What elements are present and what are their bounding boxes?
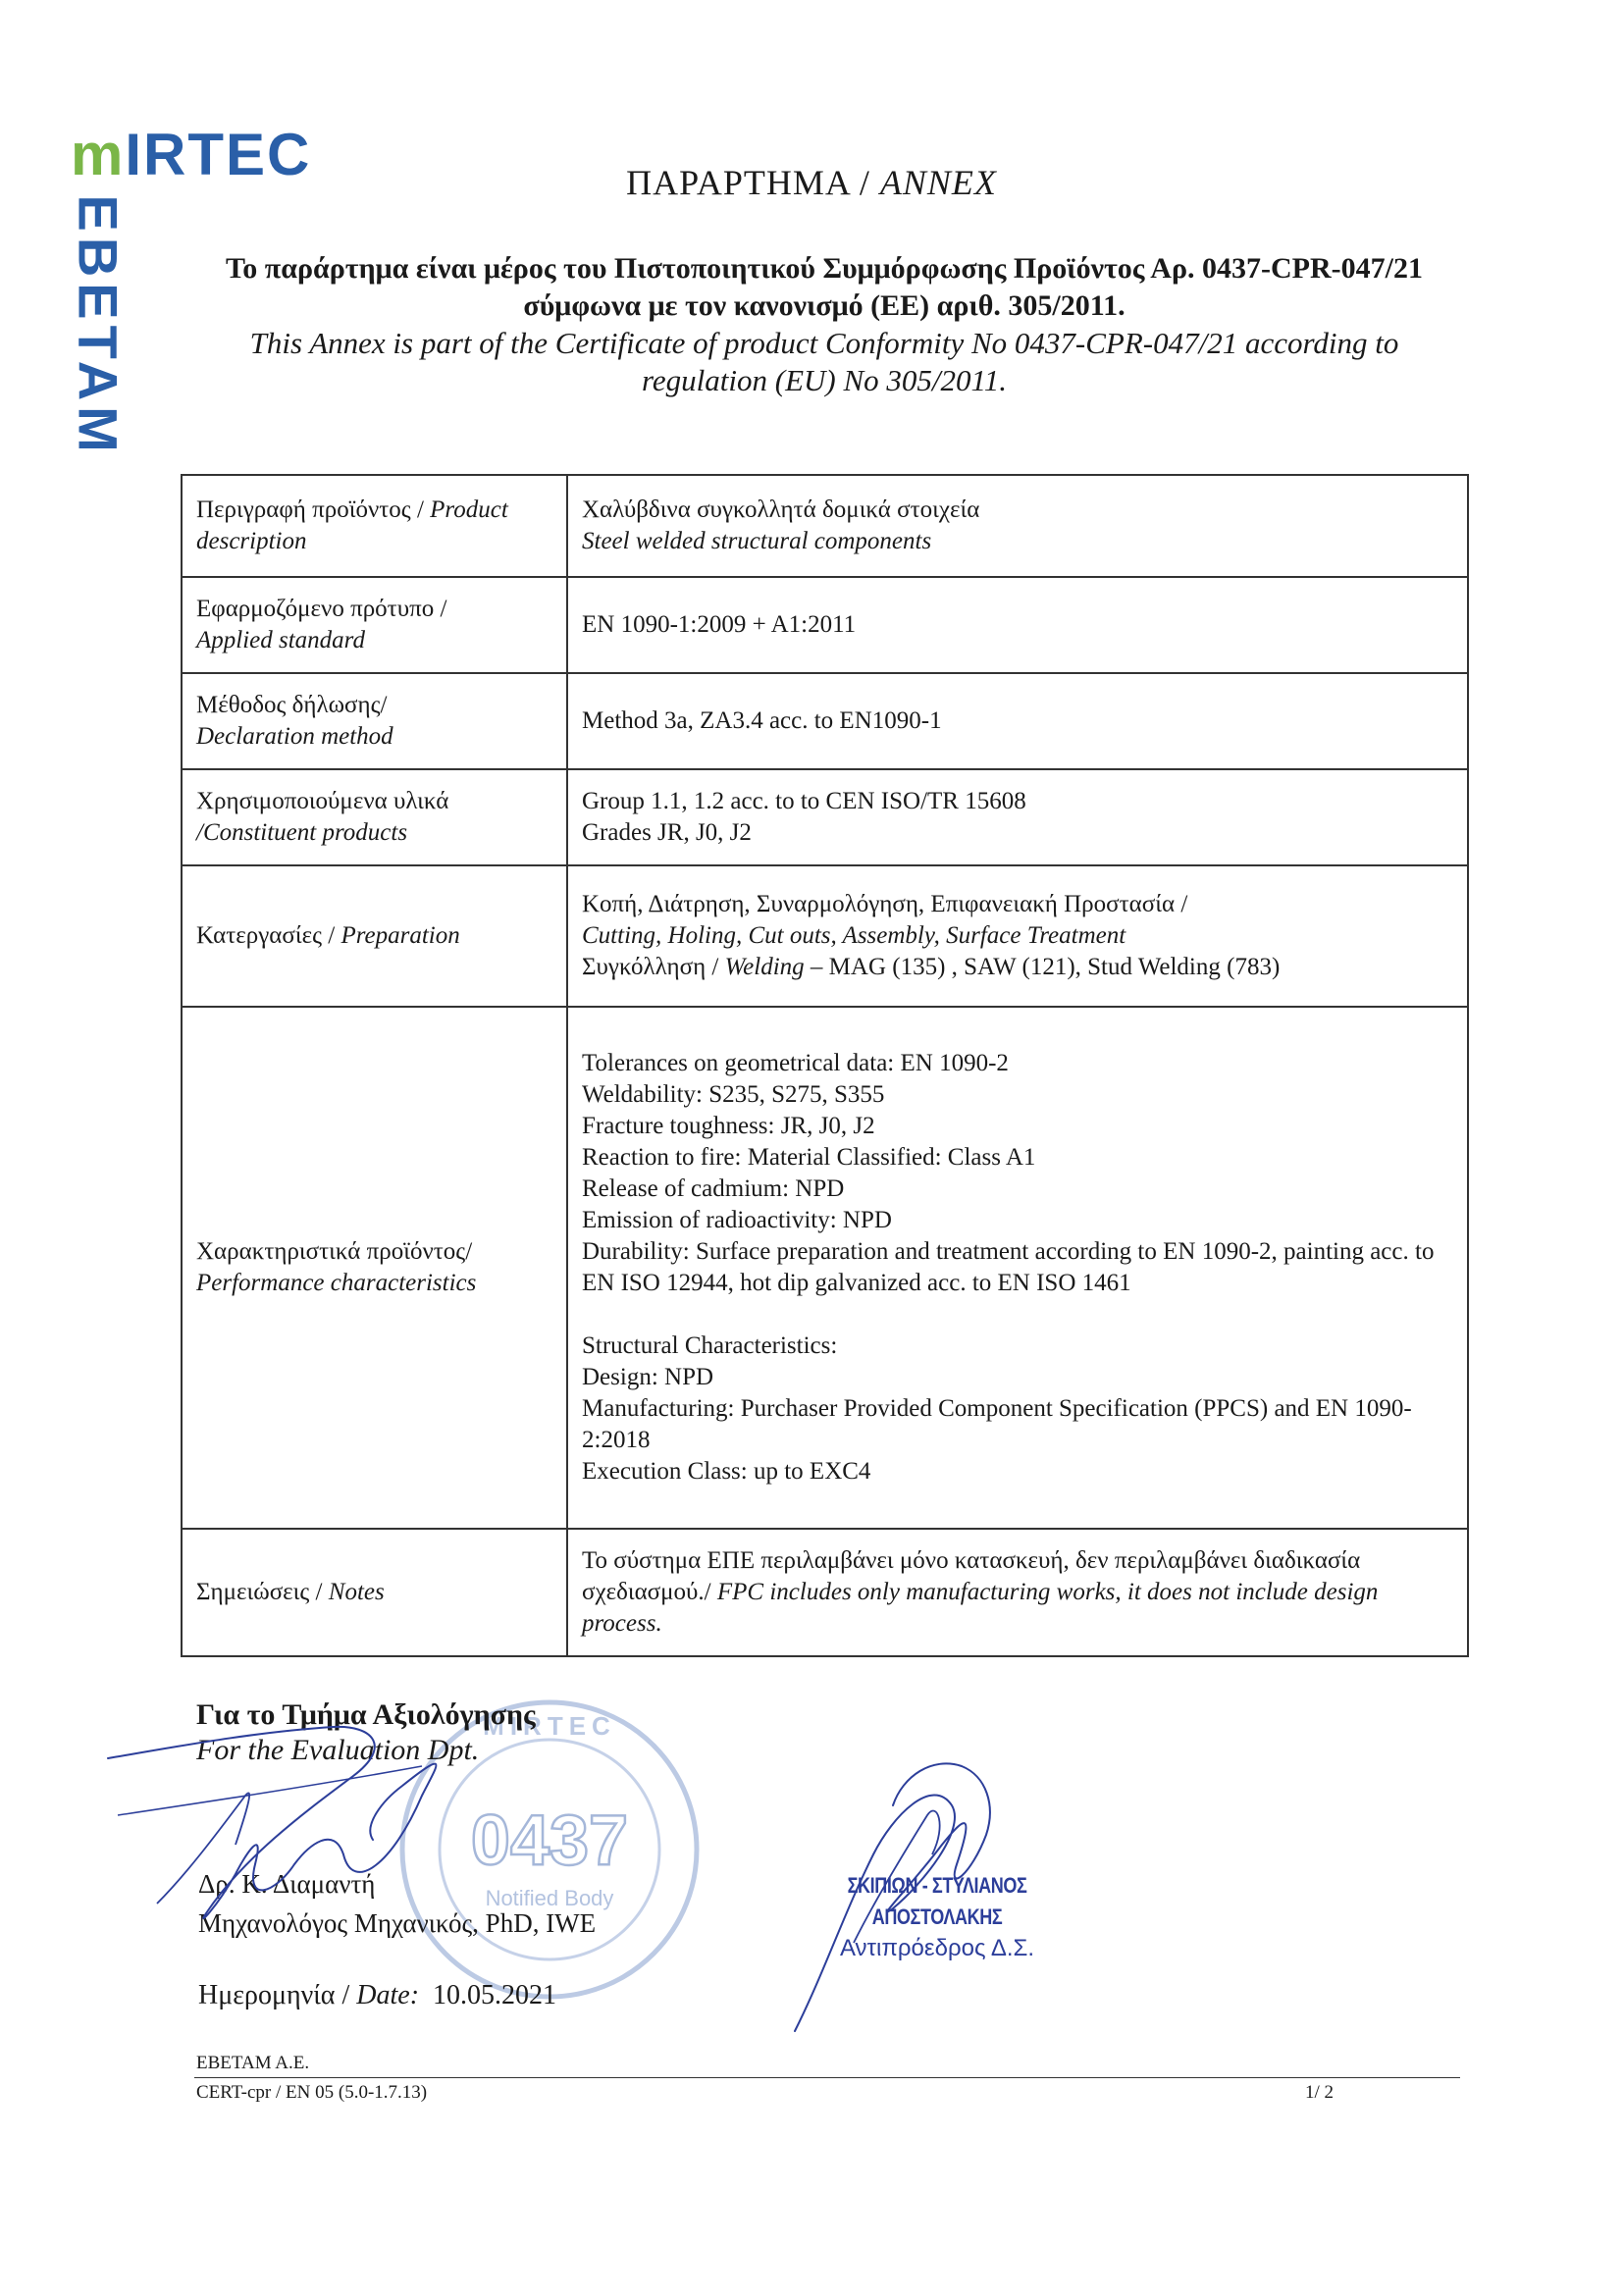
perf-line: Weldability: S235, S275, S355 bbox=[582, 1081, 885, 1108]
signatory-title: Μηχανολόγος Μηχανικός, PhD, IWE bbox=[198, 1908, 597, 1938]
perf-line: Fracture toughness: JR, J0, J2 bbox=[582, 1113, 875, 1139]
stamp-notified-body: Notified Body bbox=[485, 1886, 614, 1910]
label-preparation: Κατεργασίες / Preparation bbox=[182, 865, 567, 1007]
page-title: ΠΑΡΑΡΤΗΜΑ / ANNEX bbox=[626, 163, 997, 202]
row-applied-standard bbox=[182, 577, 1468, 673]
value-product-description: Χαλύβδινα συγκολλητά δομικά στοιχεία Steel welded structural components bbox=[567, 475, 1468, 577]
row-declaration-method bbox=[182, 673, 1468, 769]
value-performance-characteristics bbox=[567, 1007, 1468, 1529]
row-product-description bbox=[182, 475, 1468, 577]
value-constituent-products: Group 1.1, 1.2 acc. to to CEN ISO/TR 15608 Grades JR, J0, J2 bbox=[567, 769, 1468, 865]
vp-role: Αντιπρόεδρος Δ.Σ. bbox=[839, 1935, 1035, 1961]
footer-divider bbox=[194, 2077, 1460, 2078]
vice-president-stamp bbox=[775, 1870, 1099, 1964]
label-constituent-products: Χρησιμοποιούμενα υλικά /Constituent products bbox=[182, 769, 567, 865]
structural-line: Design: NPD bbox=[582, 1364, 714, 1390]
intro-english: This Annex is part of the Certificate of product Conformity No 0437-CPR-047/21 according to regulation (EU) No 305/2011. bbox=[249, 326, 1399, 397]
structural-line: Execution Class: up to EXC4 bbox=[582, 1458, 871, 1485]
evaluation-department: Για το Τμήμα Αξιολόγησης For the Evaluation Dpt. bbox=[196, 1698, 536, 1766]
label-applied-standard: Εφαρμοζόμενο πρότυπο / Applied standard bbox=[182, 577, 567, 673]
perf-line: Release of cadmium: NPD bbox=[582, 1175, 845, 1202]
structural-line: Structural Characteristics: bbox=[582, 1332, 838, 1359]
label-performance-characteristics: Χαρακτηριστικά προϊόντος/ Performance characteristics bbox=[182, 1007, 567, 1529]
stamp-ring-text: MIRTEC bbox=[483, 1711, 616, 1741]
perf-line: Emission of radioactivity: NPD bbox=[582, 1207, 892, 1233]
footer-company: EBETAM A.E. bbox=[196, 2053, 310, 2073]
logo-vertical-wordmark: EBETAM bbox=[67, 194, 130, 458]
signatory-name: Δρ. Κ. Διαμαντή bbox=[198, 1869, 376, 1899]
label-declaration-method: Μέθοδος δήλωσης/ Declaration method bbox=[182, 673, 567, 769]
stamp-number: 0437 bbox=[470, 1801, 629, 1880]
footer-page-number: 1/ 2 bbox=[1305, 2082, 1335, 2103]
value-preparation: Κοπή, Διάτρηση, Συναρμολόγηση, Επιφανειακή Προστασία / Cutting, Holing, Cut outs, Assembly, Surface Treatment Συγκόλληση / Welding – MAG (135) , SAW (121), Stud Welding (783) bbox=[567, 865, 1468, 1007]
footer-document-code: CERT-cpr / EN 05 (5.0-1.7.13) bbox=[196, 2082, 428, 2103]
row-constituent-products bbox=[182, 769, 1468, 865]
perf-line: Durability: Surface preparation and treatment according to EN 1090-2, painting acc. to EN ISO 12944, hot dip galvanized acc. to EN ISO 1461 bbox=[582, 1238, 1435, 1296]
intro-paragraph bbox=[191, 250, 1457, 399]
vp-name: ΣΚΙΠΙΩΝ - ΣΤΥΛΙΑΝΟΣ ΑΠΟΣΤΟΛΑΚΗΣ bbox=[847, 1873, 1027, 1929]
issue-date: Ημερομηνία / Date: 10.05.2021 bbox=[198, 1980, 557, 2010]
row-preparation bbox=[182, 865, 1468, 1007]
label-notes: Σημειώσεις / Notes bbox=[182, 1529, 567, 1656]
logo-wordmark: mIRTEC bbox=[71, 122, 312, 187]
label-product-description: Περιγραφή προϊόντος / Product description bbox=[182, 475, 567, 577]
structural-line: Manufacturing: Purchaser Provided Component Specification (PPCS) and EN 1090-2:2018 bbox=[582, 1395, 1412, 1453]
intro-greek: Το παράρτημα είναι μέρος του Πιστοποιητικού Συμμόρφωσης Προϊόντος Αρ. 0437-CPR-047/21 σύμφωνα με τον κανονισμό (ΕΕ) αριθ. 305/2011. bbox=[225, 252, 1423, 322]
signature-diamanti bbox=[98, 1707, 491, 1962]
annex-table bbox=[181, 474, 1469, 1657]
perf-line: Reaction to fire: Material Classified: Class A1 bbox=[582, 1144, 1036, 1171]
row-notes bbox=[182, 1529, 1468, 1656]
perf-line: Tolerances on geometrical data: EN 1090-2 bbox=[582, 1050, 1009, 1076]
value-notes: Το σύστημα ΕΠΕ περιλαμβάνει μόνο κατασκευή, δεν περιλαμβάνει διαδικασία σχεδιασμού./ FPC includes only manufacturing works, it does not include design process. bbox=[567, 1529, 1468, 1656]
value-declaration-method: Method 3a, ZA3.4 acc. to EN1090-1 bbox=[567, 673, 1468, 769]
row-performance-characteristics bbox=[182, 1007, 1468, 1529]
value-applied-standard: EN 1090-1:2009 + A1:2011 bbox=[567, 577, 1468, 673]
